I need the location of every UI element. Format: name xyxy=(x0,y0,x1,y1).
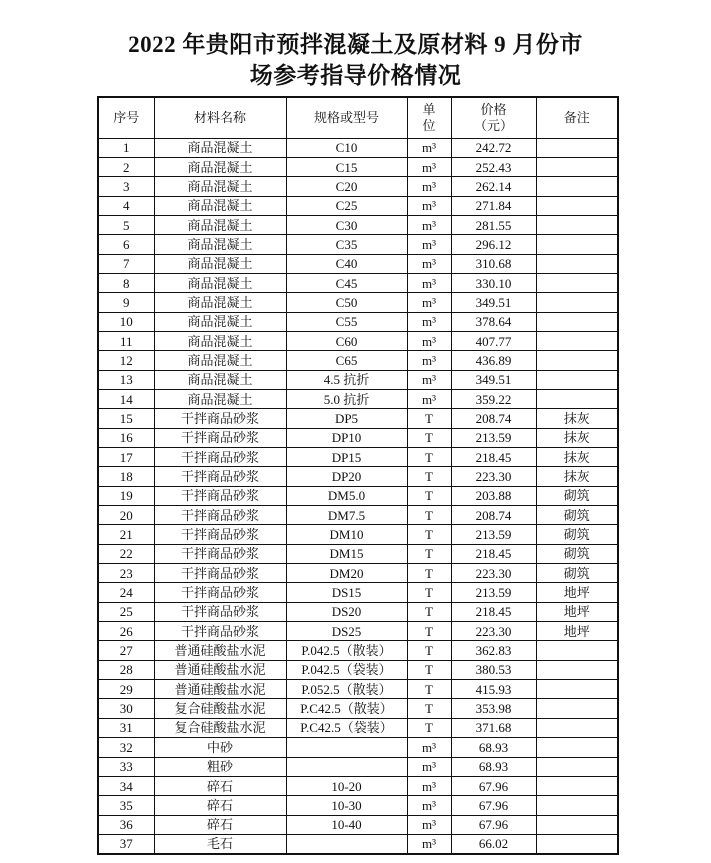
table-row xyxy=(98,583,618,602)
cell-remark xyxy=(536,796,618,815)
cell-material-name: 商品混凝土 xyxy=(154,254,286,273)
cell-spec-model: C15 xyxy=(286,157,407,176)
cell-spec-model: 10-40 xyxy=(286,815,407,834)
cell-remark xyxy=(536,177,618,196)
table-row xyxy=(98,796,618,815)
cell-unit: m³ xyxy=(407,138,451,157)
cell-remark: 抹灰 xyxy=(536,467,618,486)
cell-price: 353.98 xyxy=(451,699,536,718)
cell-serial-number: 27 xyxy=(98,641,154,660)
table-row xyxy=(98,660,618,679)
cell-unit: T xyxy=(407,699,451,718)
cell-spec-model: C60 xyxy=(286,331,407,350)
cell-unit: m³ xyxy=(407,273,451,292)
cell-serial-number: 8 xyxy=(98,273,154,292)
cell-remark xyxy=(536,834,618,853)
table-row xyxy=(98,757,618,776)
cell-unit: m³ xyxy=(407,834,451,853)
cell-remark: 抹灰 xyxy=(536,448,618,467)
price-table-header xyxy=(98,97,618,138)
cell-remark: 砌筑 xyxy=(536,564,618,583)
cell-unit: m³ xyxy=(407,738,451,757)
header-row xyxy=(98,97,618,138)
cell-spec-model xyxy=(286,757,407,776)
header-remarks: 备注 xyxy=(536,97,618,138)
cell-serial-number: 18 xyxy=(98,467,154,486)
cell-unit: T xyxy=(407,486,451,505)
cell-serial-number: 33 xyxy=(98,757,154,776)
table-row xyxy=(98,815,618,834)
cell-remark: 抹灰 xyxy=(536,409,618,428)
cell-unit: m³ xyxy=(407,331,451,350)
cell-material-name: 商品混凝土 xyxy=(154,331,286,350)
cell-price: 68.93 xyxy=(451,738,536,757)
cell-serial-number: 16 xyxy=(98,428,154,447)
cell-spec-model: DM5.0 xyxy=(286,486,407,505)
cell-material-name: 干拌商品砂浆 xyxy=(154,448,286,467)
cell-material-name: 普通硅酸盐水泥 xyxy=(154,660,286,679)
cell-price: 223.30 xyxy=(451,622,536,641)
cell-serial-number: 1 xyxy=(98,138,154,157)
table-row xyxy=(98,448,618,467)
cell-unit: m³ xyxy=(407,815,451,834)
cell-remark xyxy=(536,351,618,370)
cell-price: 218.45 xyxy=(451,602,536,621)
cell-serial-number: 23 xyxy=(98,564,154,583)
cell-spec-model: P.C42.5（散装） xyxy=(286,699,407,718)
table-row xyxy=(98,776,618,795)
cell-unit: m³ xyxy=(407,215,451,234)
cell-price: 415.93 xyxy=(451,680,536,699)
table-row xyxy=(98,641,618,660)
table-row xyxy=(98,680,618,699)
cell-unit: m³ xyxy=(407,312,451,331)
cell-spec-model: C45 xyxy=(286,273,407,292)
cell-remark xyxy=(536,312,618,331)
cell-material-name: 商品混凝土 xyxy=(154,215,286,234)
cell-serial-number: 28 xyxy=(98,660,154,679)
cell-spec-model: C65 xyxy=(286,351,407,370)
cell-material-name: 商品混凝土 xyxy=(154,235,286,254)
cell-remark: 地坪 xyxy=(536,622,618,641)
cell-price: 262.14 xyxy=(451,177,536,196)
table-row xyxy=(98,718,618,737)
cell-serial-number: 35 xyxy=(98,796,154,815)
cell-serial-number: 31 xyxy=(98,718,154,737)
cell-unit: m³ xyxy=(407,177,451,196)
cell-serial-number: 20 xyxy=(98,506,154,525)
table-row xyxy=(98,738,618,757)
cell-unit: T xyxy=(407,622,451,641)
cell-unit: T xyxy=(407,641,451,660)
cell-price: 213.59 xyxy=(451,583,536,602)
cell-remark xyxy=(536,215,618,234)
cell-remark: 抹灰 xyxy=(536,428,618,447)
cell-price: 349.51 xyxy=(451,370,536,389)
cell-material-name: 干拌商品砂浆 xyxy=(154,564,286,583)
cell-spec-model: DM20 xyxy=(286,564,407,583)
cell-unit: T xyxy=(407,602,451,621)
cell-remark: 砌筑 xyxy=(536,544,618,563)
cell-spec-model xyxy=(286,834,407,853)
table-row xyxy=(98,177,618,196)
cell-material-name: 干拌商品砂浆 xyxy=(154,409,286,428)
cell-price: 371.68 xyxy=(451,718,536,737)
cell-serial-number: 7 xyxy=(98,254,154,273)
cell-unit: T xyxy=(407,680,451,699)
cell-material-name: 商品混凝土 xyxy=(154,293,286,312)
cell-price: 436.89 xyxy=(451,351,536,370)
cell-spec-model: C20 xyxy=(286,177,407,196)
cell-material-name: 毛石 xyxy=(154,834,286,853)
cell-material-name: 商品混凝土 xyxy=(154,389,286,408)
cell-spec-model: 10-20 xyxy=(286,776,407,795)
cell-unit: m³ xyxy=(407,196,451,215)
cell-unit: m³ xyxy=(407,757,451,776)
cell-price: 242.72 xyxy=(451,138,536,157)
cell-spec-model: C25 xyxy=(286,196,407,215)
cell-remark: 地坪 xyxy=(536,583,618,602)
cell-remark xyxy=(536,273,618,292)
cell-price: 252.43 xyxy=(451,157,536,176)
header-spec-model: 规格或型号 xyxy=(286,97,407,138)
cell-price: 359.22 xyxy=(451,389,536,408)
cell-serial-number: 6 xyxy=(98,235,154,254)
cell-spec-model: P.052.5（散装） xyxy=(286,680,407,699)
cell-material-name: 普通硅酸盐水泥 xyxy=(154,680,286,699)
cell-spec-model: C10 xyxy=(286,138,407,157)
table-row xyxy=(98,312,618,331)
cell-spec-model: 5.0 抗折 xyxy=(286,389,407,408)
cell-unit: m³ xyxy=(407,796,451,815)
table-row xyxy=(98,157,618,176)
cell-serial-number: 15 xyxy=(98,409,154,428)
cell-price: 218.45 xyxy=(451,448,536,467)
header-serial-number: 序号 xyxy=(98,97,154,138)
cell-unit: m³ xyxy=(407,370,451,389)
cell-remark: 砌筑 xyxy=(536,486,618,505)
cell-unit: T xyxy=(407,544,451,563)
table-row xyxy=(98,331,618,350)
table-row xyxy=(98,293,618,312)
header-material-name: 材料名称 xyxy=(154,97,286,138)
table-row xyxy=(98,235,618,254)
cell-unit: T xyxy=(407,564,451,583)
cell-unit: m³ xyxy=(407,157,451,176)
cell-serial-number: 12 xyxy=(98,351,154,370)
cell-remark xyxy=(536,331,618,350)
cell-serial-number: 32 xyxy=(98,738,154,757)
cell-price: 281.55 xyxy=(451,215,536,234)
table-row xyxy=(98,254,618,273)
table-row xyxy=(98,215,618,234)
table-row xyxy=(98,196,618,215)
cell-material-name: 干拌商品砂浆 xyxy=(154,428,286,447)
table-row xyxy=(98,834,618,853)
cell-price: 213.59 xyxy=(451,428,536,447)
cell-material-name: 中砂 xyxy=(154,738,286,757)
cell-price: 378.64 xyxy=(451,312,536,331)
cell-unit: T xyxy=(407,660,451,679)
cell-price: 349.51 xyxy=(451,293,536,312)
table-row xyxy=(98,544,618,563)
cell-serial-number: 22 xyxy=(98,544,154,563)
cell-spec-model: 4.5 抗折 xyxy=(286,370,407,389)
cell-price: 310.68 xyxy=(451,254,536,273)
cell-material-name: 商品混凝土 xyxy=(154,312,286,331)
cell-serial-number: 37 xyxy=(98,834,154,853)
cell-unit: m³ xyxy=(407,389,451,408)
table-row xyxy=(98,351,618,370)
cell-material-name: 干拌商品砂浆 xyxy=(154,622,286,641)
cell-material-name: 商品混凝土 xyxy=(154,157,286,176)
cell-remark xyxy=(536,370,618,389)
cell-remark xyxy=(536,389,618,408)
cell-serial-number: 29 xyxy=(98,680,154,699)
cell-material-name: 碎石 xyxy=(154,776,286,795)
cell-serial-number: 14 xyxy=(98,389,154,408)
cell-serial-number: 36 xyxy=(98,815,154,834)
cell-serial-number: 17 xyxy=(98,448,154,467)
cell-remark xyxy=(536,235,618,254)
cell-serial-number: 2 xyxy=(98,157,154,176)
cell-spec-model: DS20 xyxy=(286,602,407,621)
cell-unit: T xyxy=(407,718,451,737)
cell-unit: T xyxy=(407,583,451,602)
cell-spec-model: DP10 xyxy=(286,428,407,447)
table-row xyxy=(98,506,618,525)
cell-serial-number: 24 xyxy=(98,583,154,602)
cell-spec-model: DP5 xyxy=(286,409,407,428)
table-row xyxy=(98,699,618,718)
cell-remark xyxy=(536,815,618,834)
cell-remark: 地坪 xyxy=(536,602,618,621)
cell-remark xyxy=(536,157,618,176)
cell-spec-model: DM15 xyxy=(286,544,407,563)
cell-material-name: 商品混凝土 xyxy=(154,138,286,157)
cell-material-name: 粗砂 xyxy=(154,757,286,776)
price-table-body xyxy=(98,138,618,854)
cell-unit: T xyxy=(407,506,451,525)
cell-spec-model: C35 xyxy=(286,235,407,254)
cell-material-name: 碎石 xyxy=(154,796,286,815)
cell-serial-number: 11 xyxy=(98,331,154,350)
cell-material-name: 普通硅酸盐水泥 xyxy=(154,641,286,660)
cell-serial-number: 34 xyxy=(98,776,154,795)
cell-spec-model: DS25 xyxy=(286,622,407,641)
cell-price: 67.96 xyxy=(451,815,536,834)
cell-spec-model: DM7.5 xyxy=(286,506,407,525)
cell-price: 380.53 xyxy=(451,660,536,679)
cell-remark xyxy=(536,660,618,679)
cell-price: 68.93 xyxy=(451,757,536,776)
page-title-line1: 2022 年贵阳市预拌混凝土及原材料 9 月份市 xyxy=(128,32,583,57)
cell-unit: T xyxy=(407,409,451,428)
cell-spec-model: C30 xyxy=(286,215,407,234)
cell-serial-number: 25 xyxy=(98,602,154,621)
cell-material-name: 干拌商品砂浆 xyxy=(154,525,286,544)
cell-remark xyxy=(536,738,618,757)
cell-price: 362.83 xyxy=(451,641,536,660)
table-row xyxy=(98,138,618,157)
cell-remark: 砌筑 xyxy=(536,506,618,525)
cell-material-name: 商品混凝土 xyxy=(154,370,286,389)
cell-material-name: 复合硅酸盐水泥 xyxy=(154,718,286,737)
page-title xyxy=(0,29,711,91)
cell-price: 208.74 xyxy=(451,409,536,428)
cell-serial-number: 26 xyxy=(98,622,154,641)
cell-serial-number: 19 xyxy=(98,486,154,505)
price-table xyxy=(97,96,619,855)
cell-spec-model: DP15 xyxy=(286,448,407,467)
cell-remark xyxy=(536,254,618,273)
cell-price: 223.30 xyxy=(451,564,536,583)
cell-material-name: 复合硅酸盐水泥 xyxy=(154,699,286,718)
cell-spec-model: P.042.5（散装） xyxy=(286,641,407,660)
cell-price: 296.12 xyxy=(451,235,536,254)
cell-price: 223.30 xyxy=(451,467,536,486)
cell-spec-model: DM10 xyxy=(286,525,407,544)
cell-material-name: 干拌商品砂浆 xyxy=(154,486,286,505)
cell-spec-model xyxy=(286,738,407,757)
table-row xyxy=(98,622,618,641)
cell-serial-number: 13 xyxy=(98,370,154,389)
cell-material-name: 干拌商品砂浆 xyxy=(154,506,286,525)
cell-unit: m³ xyxy=(407,776,451,795)
table-row xyxy=(98,602,618,621)
cell-price: 203.88 xyxy=(451,486,536,505)
cell-remark xyxy=(536,641,618,660)
cell-remark: 砌筑 xyxy=(536,525,618,544)
cell-unit: T xyxy=(407,467,451,486)
cell-price: 66.02 xyxy=(451,834,536,853)
cell-material-name: 商品混凝土 xyxy=(154,273,286,292)
cell-serial-number: 30 xyxy=(98,699,154,718)
cell-spec-model: P.042.5（袋装） xyxy=(286,660,407,679)
table-row xyxy=(98,389,618,408)
cell-material-name: 碎石 xyxy=(154,815,286,834)
table-row xyxy=(98,486,618,505)
cell-serial-number: 5 xyxy=(98,215,154,234)
cell-material-name: 干拌商品砂浆 xyxy=(154,602,286,621)
cell-serial-number: 21 xyxy=(98,525,154,544)
cell-unit: m³ xyxy=(407,235,451,254)
cell-remark xyxy=(536,138,618,157)
cell-unit: m³ xyxy=(407,254,451,273)
cell-price: 330.10 xyxy=(451,273,536,292)
cell-unit: T xyxy=(407,525,451,544)
cell-material-name: 商品混凝土 xyxy=(154,196,286,215)
cell-remark xyxy=(536,699,618,718)
cell-price: 218.45 xyxy=(451,544,536,563)
table-row xyxy=(98,564,618,583)
cell-unit: m³ xyxy=(407,351,451,370)
cell-price: 213.59 xyxy=(451,525,536,544)
page-title-line2: 场参考指导价格情况 xyxy=(249,63,462,88)
cell-spec-model: DS15 xyxy=(286,583,407,602)
table-row xyxy=(98,370,618,389)
table-row xyxy=(98,428,618,447)
cell-remark xyxy=(536,293,618,312)
cell-spec-model: C50 xyxy=(286,293,407,312)
cell-material-name: 商品混凝土 xyxy=(154,351,286,370)
cell-serial-number: 9 xyxy=(98,293,154,312)
cell-material-name: 干拌商品砂浆 xyxy=(154,583,286,602)
cell-price: 67.96 xyxy=(451,796,536,815)
cell-price: 208.74 xyxy=(451,506,536,525)
cell-serial-number: 3 xyxy=(98,177,154,196)
cell-spec-model: P.C42.5（袋装） xyxy=(286,718,407,737)
cell-spec-model: C40 xyxy=(286,254,407,273)
cell-material-name: 干拌商品砂浆 xyxy=(154,467,286,486)
cell-serial-number: 10 xyxy=(98,312,154,331)
cell-spec-model: DP20 xyxy=(286,467,407,486)
cell-price: 271.84 xyxy=(451,196,536,215)
cell-material-name: 干拌商品砂浆 xyxy=(154,544,286,563)
table-row xyxy=(98,525,618,544)
cell-material-name: 商品混凝土 xyxy=(154,177,286,196)
cell-unit: m³ xyxy=(407,293,451,312)
table-row xyxy=(98,273,618,292)
cell-price: 67.96 xyxy=(451,776,536,795)
cell-spec-model: C55 xyxy=(286,312,407,331)
cell-remark xyxy=(536,776,618,795)
cell-spec-model: 10-30 xyxy=(286,796,407,815)
cell-remark xyxy=(536,196,618,215)
table-row xyxy=(98,409,618,428)
cell-unit: T xyxy=(407,448,451,467)
cell-remark xyxy=(536,680,618,699)
cell-serial-number: 4 xyxy=(98,196,154,215)
header-price-yuan: 价格 （元） xyxy=(451,97,536,138)
header-unit: 单 位 xyxy=(407,97,451,138)
cell-remark xyxy=(536,757,618,776)
cell-price: 407.77 xyxy=(451,331,536,350)
table-row xyxy=(98,467,618,486)
cell-remark xyxy=(536,718,618,737)
cell-unit: T xyxy=(407,428,451,447)
